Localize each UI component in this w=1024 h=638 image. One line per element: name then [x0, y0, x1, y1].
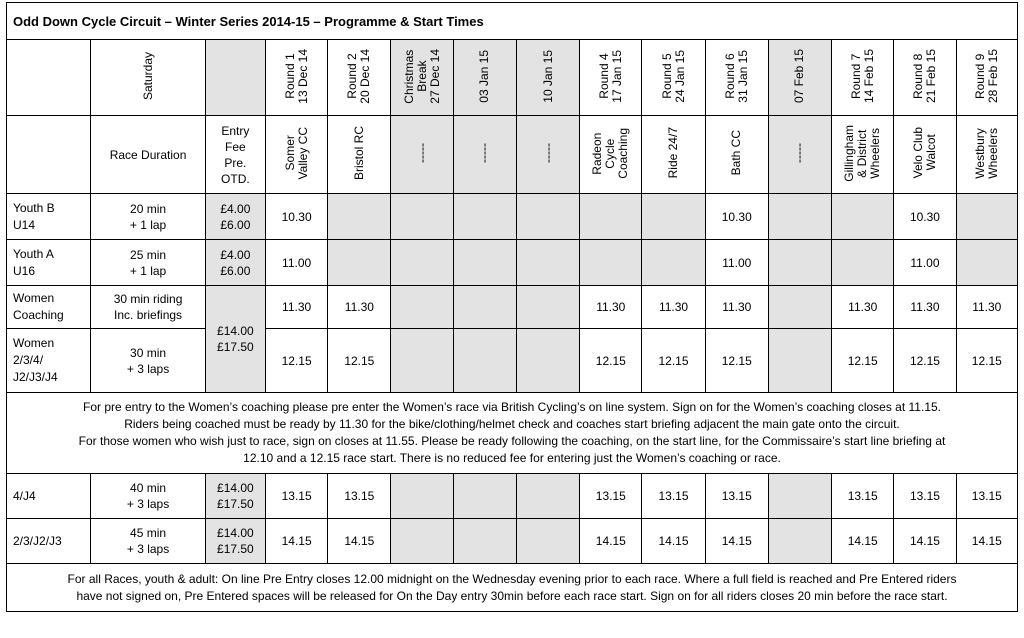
race-name-text: 4/J4: [13, 488, 36, 503]
race-fee-text: £14.00 £17.50: [217, 324, 254, 354]
start-time: [453, 194, 516, 240]
race-fee: [205, 194, 265, 240]
start-time: [328, 194, 391, 240]
round-date-11: [956, 40, 1017, 116]
start-time: [768, 286, 831, 329]
start-time: [768, 240, 831, 286]
round-date-4: [516, 40, 579, 116]
race-fee-text: £14.00 £17.50: [217, 526, 254, 556]
round-club-5-text: Radeon Cycle Coaching: [590, 127, 631, 179]
start-time: [580, 286, 642, 329]
round-date-3: [453, 40, 516, 116]
table-row: [7, 286, 1018, 329]
start-time: [580, 329, 642, 393]
race-duration-text: 30 min riding Inc. briefings: [113, 292, 183, 322]
start-time: [516, 519, 579, 564]
start-time: [768, 329, 831, 393]
start-time-text: 14.15: [658, 534, 689, 548]
race-fee: [205, 286, 265, 393]
round-date-9: [832, 40, 894, 116]
start-time: [391, 329, 453, 393]
start-time: [956, 194, 1017, 240]
round-club-1-text: Bristol RC: [351, 125, 366, 180]
start-time: [894, 329, 956, 393]
start-time: [516, 194, 579, 240]
start-time-text: 10.30: [909, 209, 940, 224]
start-time: [266, 240, 328, 286]
start-time: [266, 194, 328, 240]
start-time: [328, 519, 391, 564]
round-club-6-text: Ride 24/7: [666, 127, 681, 179]
start-time: [328, 329, 391, 393]
round-club-8-text: -----: [792, 143, 807, 163]
start-time: [642, 474, 705, 519]
round-club-4-text: -----: [540, 143, 555, 163]
start-time: [705, 240, 768, 286]
start-time: [832, 240, 894, 286]
start-time: [832, 519, 894, 564]
header-dates-row: [7, 40, 1018, 116]
start-time: [832, 474, 894, 519]
table-row: [7, 519, 1018, 564]
start-time: [391, 240, 453, 286]
race-fee-text: £14.00 £17.50: [217, 481, 254, 511]
round-date-2: [391, 40, 453, 116]
start-time-text: 11.30: [972, 300, 1002, 314]
start-time-text: 10.30: [721, 209, 752, 224]
start-time-text: 11.30: [910, 300, 940, 314]
start-time-text: 12.15: [344, 353, 375, 368]
start-time: [580, 194, 642, 240]
round-date-5: [580, 40, 642, 116]
race-duration-text: 40 min + 3 laps: [126, 481, 170, 511]
start-time: [453, 329, 516, 393]
start-time-text: 14.15: [595, 534, 626, 548]
start-time: [516, 286, 579, 329]
start-time: [391, 194, 453, 240]
start-time-text: 14.15: [721, 534, 752, 548]
start-time-text: 12.15: [909, 353, 940, 368]
start-time: [705, 519, 768, 564]
start-time: [453, 474, 516, 519]
start-time: [894, 519, 956, 564]
programme-table: [6, 2, 1018, 612]
start-time: [266, 286, 328, 329]
women-note-text: For pre entry to the Women’s coaching please pre enter the Women’s race via British Cycling’s on line system. Sign on for the Women’s coaching closes at 11.15. Riders being coached must be ready by 11.30 for the bike/clothing/helmet check and coaches start briefing adjacent the main gate onto the circuit. For those women who wish just to race, sign on closes at 11.55. Please be ready following the coaching, on the start line, for the Commissaire’s start line briefing at 12.10 and a 12.15 race start. There is no reduced fee for entering just the Women’s coaching or race.: [78, 400, 946, 465]
start-time: [642, 286, 705, 329]
round-club-7-text: Bath CC: [729, 130, 744, 176]
start-time: [453, 519, 516, 564]
round-date-1-text: Round 2 20 Dec 14: [345, 48, 373, 104]
table-row: [7, 474, 1018, 519]
start-time-text: 14.15: [971, 534, 1002, 548]
race-duration: [91, 474, 205, 519]
round-club-3: [453, 116, 516, 194]
header-blank-2: [7, 116, 91, 194]
round-date-6: [642, 40, 705, 116]
header-fee-blank: [205, 40, 265, 116]
start-time-text: 14.15: [344, 534, 375, 548]
race-name: [7, 329, 91, 393]
race-duration: [91, 194, 205, 240]
round-club-0: [266, 116, 328, 194]
start-time: [956, 474, 1017, 519]
start-time: [453, 286, 516, 329]
round-club-9: [832, 116, 894, 194]
start-time: [580, 519, 642, 564]
round-date-10: [894, 40, 956, 116]
race-name: [7, 240, 91, 286]
start-time: [391, 474, 453, 519]
round-date-8-text: 07 Feb 15: [792, 48, 807, 104]
race-duration-text: 30 min + 3 laps: [126, 345, 170, 376]
all-races-note-text: For all Races, youth & adult: On line Pre Entry closes 12.00 midnight on the Wednesday evening prior to each race. Where a full field is reached and Pre Entered riders have not signed on, Pre Entered spaces will be released for On the Day entry 30min before each race start. Sign on for all riders closes 20 min before the race start.: [67, 571, 957, 603]
start-time: [894, 240, 956, 286]
start-time-text: 14.15: [847, 534, 878, 548]
round-club-1: [328, 116, 391, 194]
race-fee: [205, 519, 265, 564]
women-note: [7, 393, 1018, 474]
race-fee-text: £4.00 £6.00: [220, 201, 251, 232]
start-time: [705, 474, 768, 519]
round-date-8: [768, 40, 831, 116]
race-name-text: Women 2/3/4/ J2/J3/J4: [13, 336, 58, 384]
round-club-8: [768, 116, 831, 194]
start-time-text: 14.15: [281, 534, 312, 548]
round-club-10-text: Velo Club Walcot: [910, 127, 938, 179]
page-title: Odd Down Cycle Circuit – Winter Series 2014-15 – Programme & Start Times: [7, 3, 1018, 40]
start-time: [642, 519, 705, 564]
race-duration-text: 20 min + 1 lap: [129, 201, 167, 232]
race-name: [7, 194, 91, 240]
round-club-11: [956, 116, 1017, 194]
race-name-text: 2/3/J2/J3: [13, 533, 62, 548]
start-time: [705, 286, 768, 329]
all-races-note: [7, 564, 1018, 612]
start-time-text: 13.15: [721, 489, 752, 503]
round-date-10-text: Round 8 21 Feb 15: [910, 48, 938, 104]
start-time-text: 11.00: [910, 255, 940, 270]
start-time: [956, 286, 1017, 329]
start-time-text: 11.30: [848, 300, 878, 314]
race-fee: [205, 474, 265, 519]
header-day-text: Saturday: [140, 51, 155, 101]
start-time-text: 13.15: [909, 489, 940, 503]
start-time-text: 13.15: [658, 489, 689, 503]
start-time: [832, 194, 894, 240]
round-date-6-text: Round 5 24 Jan 15: [659, 49, 687, 103]
race-duration-text: 45 min + 3 laps: [126, 526, 170, 556]
table-row: [7, 240, 1018, 286]
start-time: [580, 240, 642, 286]
start-time-text: 11.30: [658, 300, 689, 314]
race-duration: [91, 286, 205, 329]
race-name: [7, 286, 91, 329]
start-time: [894, 194, 956, 240]
header-clubs-row: [7, 116, 1018, 194]
start-time-text: 11.30: [596, 300, 626, 314]
start-time: [642, 329, 705, 393]
start-time: [266, 329, 328, 393]
start-time-text: 13.15: [971, 489, 1002, 503]
start-time: [328, 286, 391, 329]
table-row: [7, 329, 1018, 393]
start-time: [832, 329, 894, 393]
start-time: [391, 519, 453, 564]
round-date-2-text: Christmas Break 27 Dec 14: [401, 48, 442, 104]
start-time: [956, 240, 1017, 286]
header-duration-text: Race Duration: [109, 147, 187, 162]
start-time: [956, 519, 1017, 564]
header-fee-text: Entry Fee Pre. OTD.: [221, 123, 250, 186]
start-time-text: 13.15: [281, 489, 312, 503]
start-time-text: 12.15: [281, 353, 312, 368]
all-races-note-row: [7, 564, 1018, 612]
round-club-6: [642, 116, 705, 194]
round-club-2: [391, 116, 453, 194]
start-time-text: 12.15: [971, 353, 1002, 368]
start-time: [894, 474, 956, 519]
start-time: [328, 474, 391, 519]
round-date-11-text: Round 9 28 Feb 15: [972, 48, 1000, 104]
start-time-text: 11.30: [344, 300, 374, 314]
start-time-text: 11.00: [282, 255, 312, 270]
start-time: [956, 329, 1017, 393]
round-club-10: [894, 116, 956, 194]
round-club-2-text: -----: [414, 143, 429, 163]
round-date-4-text: 10 Jan 15: [540, 49, 555, 103]
start-time: [266, 519, 328, 564]
start-time: [453, 240, 516, 286]
round-club-9-text: Gillingham & District Wheelers: [842, 124, 883, 182]
start-time: [642, 194, 705, 240]
race-name-text: Women Coaching: [13, 291, 64, 322]
race-name: [7, 519, 91, 564]
round-date-1: [328, 40, 391, 116]
start-time-text: 10.30: [281, 209, 312, 224]
round-date-5-text: Round 4 17 Jan 15: [596, 49, 624, 103]
start-time: [642, 240, 705, 286]
race-fee: [205, 240, 265, 286]
race-duration: [91, 329, 205, 393]
round-date-0-text: Round 1 13 Dec 14: [282, 48, 310, 104]
race-duration: [91, 519, 205, 564]
round-date-3-text: 03 Jan 15: [477, 49, 492, 103]
header-fee: [205, 116, 265, 194]
start-time: [705, 329, 768, 393]
start-time-text: 12.15: [595, 353, 626, 368]
start-time: [768, 194, 831, 240]
start-time-text: 13.15: [595, 489, 626, 503]
round-club-7: [705, 116, 768, 194]
round-club-11-text: Westbury Wheelers: [972, 127, 1000, 179]
round-date-9-text: Round 7 14 Feb 15: [848, 48, 876, 104]
programme-page: [6, 2, 1018, 612]
start-time-text: 13.15: [344, 489, 375, 503]
table-row: [7, 194, 1018, 240]
round-date-7: [705, 40, 768, 116]
women-note-row: [7, 393, 1018, 474]
start-time-text: 14.15: [909, 534, 940, 548]
start-time: [580, 474, 642, 519]
start-time: [328, 240, 391, 286]
start-time-text: 11.30: [282, 300, 312, 314]
start-time-text: 11.00: [722, 255, 752, 270]
header-duration: [91, 116, 205, 194]
start-time: [894, 286, 956, 329]
start-time-text: 12.15: [721, 353, 752, 368]
start-time-text: 12.15: [658, 353, 689, 368]
start-time: [391, 286, 453, 329]
race-name-text: Youth A U16: [13, 246, 54, 278]
start-time: [768, 519, 831, 564]
race-name: [7, 474, 91, 519]
start-time: [516, 474, 579, 519]
start-time-text: 11.30: [722, 300, 752, 314]
start-time: [768, 474, 831, 519]
start-time: [516, 329, 579, 393]
start-time: [266, 474, 328, 519]
start-time: [832, 286, 894, 329]
header-day: [91, 40, 205, 116]
start-time: [705, 194, 768, 240]
race-name-text: Youth B U14: [13, 200, 55, 232]
start-time-text: 12.15: [847, 353, 878, 368]
race-duration: [91, 240, 205, 286]
start-time: [516, 240, 579, 286]
start-time-text: 13.15: [847, 489, 878, 503]
round-club-4: [516, 116, 579, 194]
round-club-3-text: -----: [477, 143, 492, 163]
round-date-7-text: Round 6 31 Jan 15: [722, 49, 750, 103]
header-blank: [7, 40, 91, 116]
round-club-0-text: Somer Valley CC: [282, 126, 310, 180]
round-date-0: [266, 40, 328, 116]
race-duration-text: 25 min + 1 lap: [129, 247, 167, 278]
round-club-5: [580, 116, 642, 194]
race-fee-text: £4.00 £6.00: [220, 247, 251, 278]
